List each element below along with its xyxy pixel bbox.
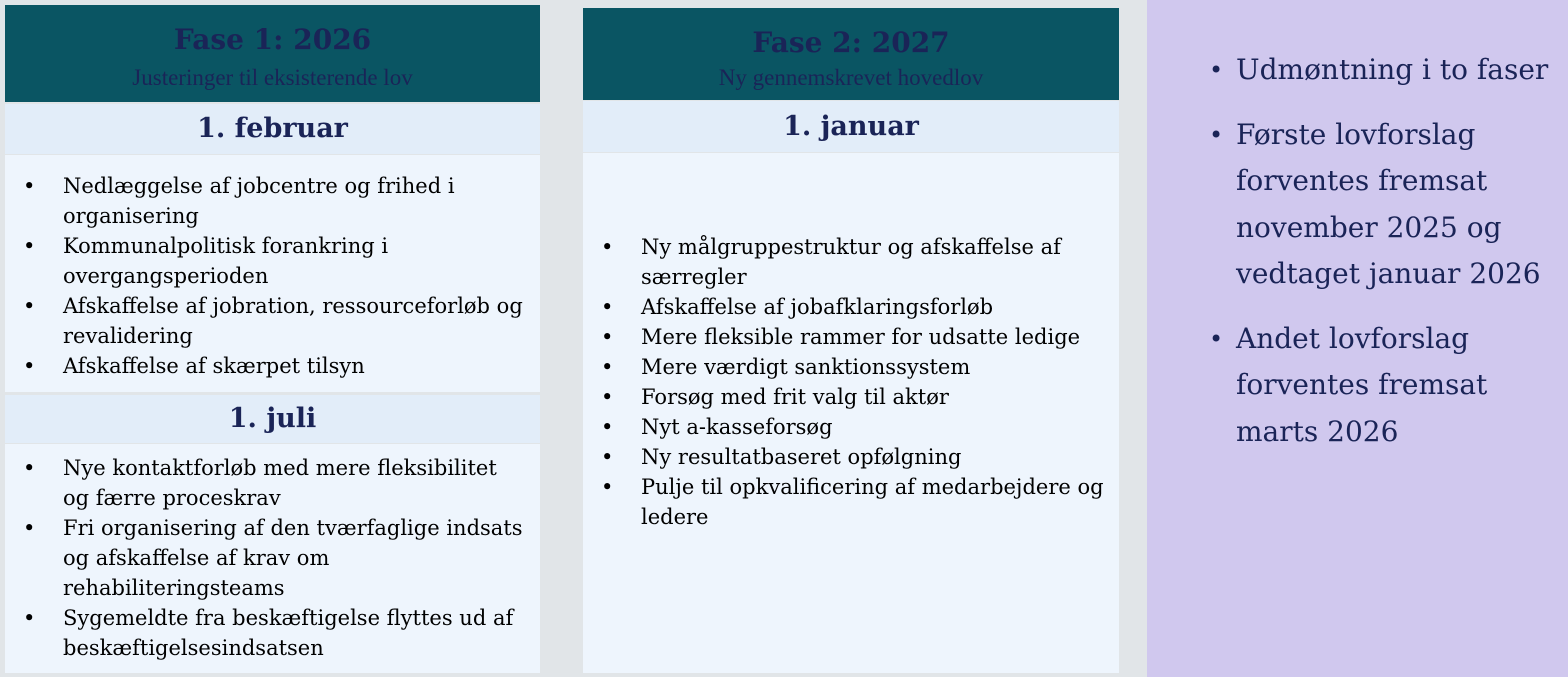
list-item: • Nedlæggelse af jobcentre og frihed i organisering xyxy=(23,174,455,228)
list-item: • Forsøg med frit valg til aktør xyxy=(601,385,949,409)
phase2-jan-label: 1. januar xyxy=(783,111,919,142)
list-item: • Kommunalpolitisk forankring i overgangsperioden xyxy=(23,234,389,288)
phase2-header xyxy=(583,8,1119,100)
list-item: • Nyt a-kasseforsøg xyxy=(601,415,833,439)
phase1-feb-list xyxy=(23,171,528,381)
phase1-jul-bar xyxy=(5,395,540,443)
list-item: • Pulje til opkvalificering af medarbejdere og ledere xyxy=(601,475,1104,529)
summary-item: • Udmøntning i to faser xyxy=(1209,53,1549,86)
phase1-feb-panel xyxy=(5,155,540,392)
phase2-title: Fase 2: 2027 xyxy=(752,26,950,59)
summary-list xyxy=(1209,47,1564,473)
phase1-title: Fase 1: 2026 xyxy=(173,23,372,56)
summary-item: • Første lovforslag forventes fremsat november 2025 og vedtaget januar 2026 xyxy=(1209,117,1541,290)
summary-item: • Andet lovforslag forventes fremsat marts 2026 xyxy=(1209,321,1488,448)
phase2-subtitle: Ny gennemskrevet hovedlov xyxy=(718,65,984,90)
phase2-jan-list xyxy=(601,232,1113,532)
summary-panel xyxy=(1147,0,1568,677)
phase1-jul-list xyxy=(23,453,528,663)
phase1-feb-label: 1. februar xyxy=(197,113,348,144)
list-item: • Ny målgruppestruktur og afskaffelse af særregler xyxy=(601,235,1061,289)
list-item: • Afskaffelse af jobration, ressourceforløb og revalidering xyxy=(23,294,523,348)
phase1-feb-bar xyxy=(5,104,540,154)
list-item: • Mere fleksible rammer for udsatte ledige xyxy=(601,325,1081,349)
list-item: • Nye kontaktforløb med mere fleksibilitet og færre proceskrav xyxy=(23,456,497,510)
phase1-subtitle: Justeringer til eksisterende lov xyxy=(132,65,413,90)
list-item: • Sygemeldte fra beskæftigelse flyttes ud af beskæftigelsesindsatsen xyxy=(23,606,514,660)
phase2-jan-bar xyxy=(583,101,1119,152)
list-item: • Afskaffelse af jobafklaringsforløb xyxy=(601,295,994,319)
phase1-header xyxy=(5,5,540,102)
phase1-jul-label: 1. juli xyxy=(228,403,317,434)
list-item: • Afskaffelse af skærpet tilsyn xyxy=(23,354,365,378)
list-item: • Fri organisering af den tværfaglige indsats og afskaffelse af krav om rehabiliteringsteams xyxy=(23,516,523,600)
list-item: • Mere værdigt sanktionssystem xyxy=(601,355,971,379)
list-item: • Ny resultatbaseret opfølgning xyxy=(601,445,962,469)
phase1-jul-panel xyxy=(5,444,540,673)
phase2-panel xyxy=(583,153,1119,673)
